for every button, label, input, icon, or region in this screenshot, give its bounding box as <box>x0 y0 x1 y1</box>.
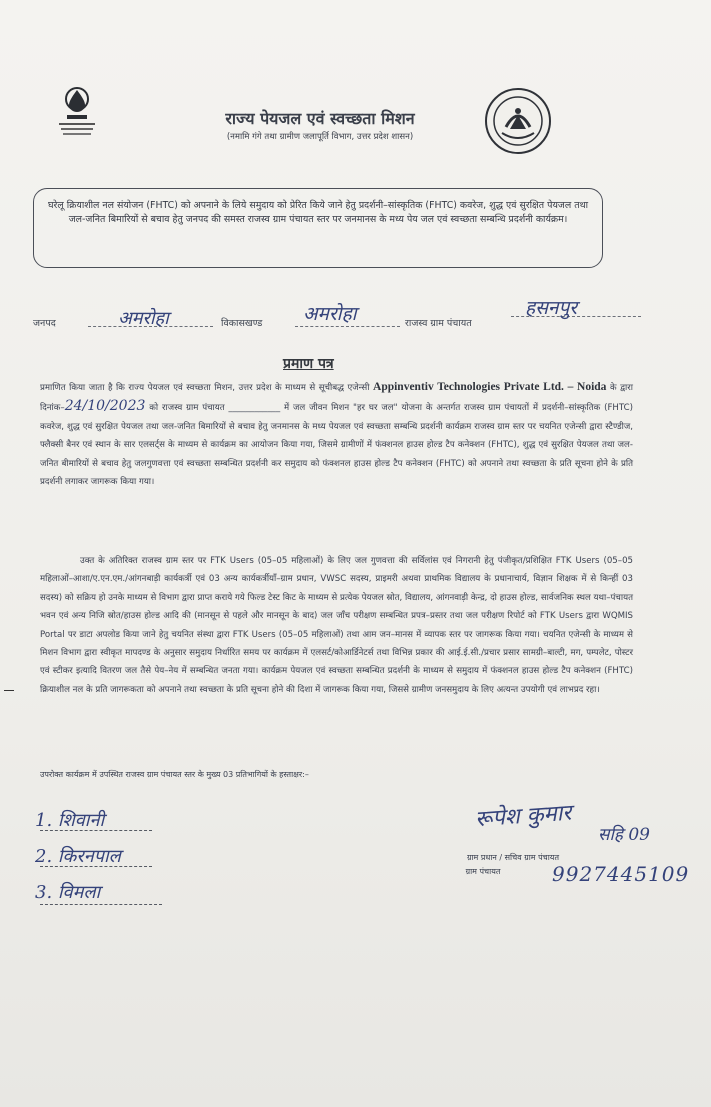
block-value: अमरोहा <box>303 303 357 325</box>
para1-date-prefix: के द्वारा दिनांक <box>40 383 634 414</box>
agency-name: Appinventiv Technologies Private Ltd. – Noida <box>373 381 607 393</box>
header-title: राज्य पेयजल एवं स्वच्छता मिशन <box>225 109 415 128</box>
phone-number: 9927445109 <box>552 862 690 886</box>
district-label: जनपद <box>33 318 56 329</box>
pradhan-title-1: ग्राम प्रधान / सचिव ग्राम पंचायत <box>466 853 560 862</box>
pradhan-title-2: ग्राम पंचायत <box>465 867 501 876</box>
jal-nigam-logo-icon <box>55 85 105 145</box>
para1-start: प्रमाणित किया जाता है कि राज्य पेयजल एवं स्वच्छता मिशन, उत्तर प्रदेश के माध्यम से सूचीबद्ध एजेन्सी <box>40 383 370 393</box>
up-govt-seal-icon <box>484 87 552 155</box>
event-date: 24/10/2023 <box>64 398 146 415</box>
participant-2: 2. किरनपाल <box>35 846 121 867</box>
header-subtitle: (नमामि गंगे तथा ग्रामीण जलापूर्ति विभाग, उत्तर प्रदेश शासन) <box>226 132 414 142</box>
participant-3: 3. विमला <box>35 882 101 903</box>
program-title-text: घरेलू क्रियाशील नल संयोजन (FHTC) को अपनाने के लिये समुदाय को प्रेरित किये जाने हेतु प्रदर्शनी–सांस्कृतिक (FHTC) कवरेज, शुद्ध एवं सुरक्षित पेयजल तथा जल-जनित बिमारियों से बचाव हेतु जनपद की समस्त राजस्व ग्राम पंचायत स्तर पर जनमानस के मध्य पेय जल एवं स्वच्छता सम्बन्धि प्रदर्शनी कार्यक्रम। <box>48 200 588 225</box>
certificate-paragraph-2: उक्त के अतिरिक्त राजस्व ग्राम स्तर पर FTK Users (05–05 महिलाओं) के लिए जल गुणवत्ता की सर्विलांस एवं निगरानी हेतु पंजीकृत/प्रशिक्षित FTK Users (05–05 महिलाओं–आशा/ए.एन.एम./आंगनबाड़ी कार्यकर्त्री एवं 03 अन्य कार्यकर्त्रीयाँ–ग्राम प्रधान, VWSC सदस्य, प्राइमरी अथवा प्राथमिक विद्यालय के प्रधानाचार्य, विज्ञान शिक्षक में से किन्हीं 03 सदस्य) को सक्रिय हो उनके माध्यम से विभाग द्वारा प्राप्त कराये गये फिल्ड टेस्ट किट के माध्यम से प्रत्येक पेयजल स्रोत, विद्यालय, आंगनवाड़ी केन्द्र, दो हाउस होल्ड, सार्वजनिक स्थल यथा–पंचायत भवन एवं अन्य निजि स्रोत/हाउस होल्ड आदि की (मानसून से पहले और मानसून के बाद) जल जाँच परीक्षण सम्बन्धित प्रपत्र–प्रस्तर तथा जल परीक्षण रिपोर्ट को FTK Users द्वारा WQMIS Portal पर डाटा अपलोड किया जाने हेतु चयनित संस्था द्वारा FTK Users (05–05 महिलाओं) तथा आम जन–मानस में व्यापक स्तर पर जागरूक किया गया। चयनित एजेन्सी के माध्यम से मिशन विभाग द्वारा स्वीकृत मापदण्ड के अनुसार समुदाय निर्धारित समय पर कार्यक्रम में एलसर्ट/कोआर्डिनेटर्स तथा विभिन्न प्रकार की आई.ई.सी./प्रचार प्रसार सामग्री–बाल्टी, मग, पम्पलेट, पोस्टर एवं स्टीकर इत्यादि वितरण जल तैसे पेय–नेय में सम्बन्धित जनता गया। कार्यक्रम पेयजल एवं स्वच्छता सम्बन्धित प्रदर्शनी के माध्यम से समुदाय में फंक्शनल हाउस होल्ड टैप कनेक्शन (FHTC) क्रियाशील नल के प्रति जागरूकता को अपनाने तथा स्वच्छता के प्रति सूचना होने की दिशा में जागरूक किया गया, जिससे ग्रामीण जनसमुदाय के लिए अत्यन्त उपयोगी एवं लाभप्रद रहा। <box>40 556 633 695</box>
margin-mark <box>4 690 14 691</box>
certificate-paragraph-1: प्रमाणित किया जाता है कि राज्य पेयजल एवं स्वच्छता मिशन, उत्तर प्रदेश के माध्यम से सूचीबद्ध एजेन्सी Appinventiv Technologies Private Ltd. – Noida के द्वारा दिनांक–24/10/2023 को राजस्व ग्राम पंचायत ____________ में जल जीवन मिशन "हर घर जल" योजना के अन्तर्गत राजस्व ग्राम पंचायतों में प्रदर्शनी–सांस्कृतिक (FHTC) कवरेज, शुद्ध एवं सुरक्षित पेयजल तथा जल-जनित बिमारियों से बचाव हेतु जनमानस के मध्य पेयजल एवं स्वच्छता सम्बन्धि प्रदर्शनी कार्यक्रम राजस्व ग्राम स्तर पर चयनित एजेन्सी द्वारा स्टैण्डीज, फ्लैक्सी बैनर एवं स्थान के सार एलसर्ट्स के माध्यम से कार्यक्रम का आयोजन किया गया, जिसमे ग्रामीणों में फंक्शनल हाउस होल्ड टैप कनेक्शन (FHTC), शुद्ध एवं सुरक्षित पेयजल तथा जल-जनित बीमारियों से बचाव हेतु जलगुणवत्ता एवं स्वच्छता सम्बन्धित प्रदर्शनी कर समुदाय को फंक्शनल हाउस होल्ड टैप कनेक्शन (FHTC) को अपनाने तथा स्वच्छता के प्रति सूचना होने के प्रति प्रदर्शनी लगाकर जागरूक किया गया। <box>40 381 634 488</box>
block-label: विकासखण्ड <box>221 318 263 329</box>
gp-label: राजस्व ग्राम पंचायत <box>405 318 472 329</box>
program-title-box <box>33 188 603 268</box>
gp-value: हसनपुर <box>525 297 578 319</box>
certificate-title: प्रमाण पत्र <box>283 356 334 372</box>
district-value: अमरोहा <box>118 308 169 329</box>
location-fields <box>33 292 653 332</box>
witness-note: उपरोक्त कार्यक्रम में उपस्थित राजस्व ग्राम पंचायत स्तर के मुख्य 03 प्रतिभागियों के हस्ताक्षर:– <box>40 770 309 779</box>
participant-1: 1. शिवानी <box>35 810 105 831</box>
signature-extra: सहि 09 <box>598 825 650 845</box>
para1-rest: को राजस्व ग्राम पंचायत ____________ में जल जीवन मिशन "हर घर जल" योजना के अन्तर्गत राजस्व ग्राम पंचायतों में प्रदर्शनी–सांस्कृतिक (FHTC) कवरेज, शुद्ध एवं सुरक्षित पेयजल तथा जल-जनित बिमारियों से बचाव हेतु जनमानस के मध्य पेयजल एवं स्वच्छता सम्बन्धि प्रदर्शनी कार्यक्रम राजस्व ग्राम स्तर पर चयनित एजेन्सी द्वारा स्टैण्डीज, फ्लैक्सी बैनर एवं स्थान के सार एलसर्ट्स के माध्यम से कार्यक्रम का आयोजन किया गया, जिसमे ग्रामीणों में फंक्शनल हाउस होल्ड टैप कनेक्शन (FHTC), शुद्ध एवं सुरक्षित पेयजल तथा जल-जनित बीमारियों से बचाव हेतु जलगुणवत्ता एवं स्वच्छता सम्बन्धित प्रदर्शनी कर समुदाय को फंक्शनल हाउस होल्ड टैप कनेक्शन (FHTC) को अपनाने तथा स्वच्छता के प्रति सूचना होने के प्रति प्रदर्शनी लगाकर जागरूक किया गया। <box>40 403 633 488</box>
pradhan-signature: रूपेश कुमार <box>474 800 573 833</box>
